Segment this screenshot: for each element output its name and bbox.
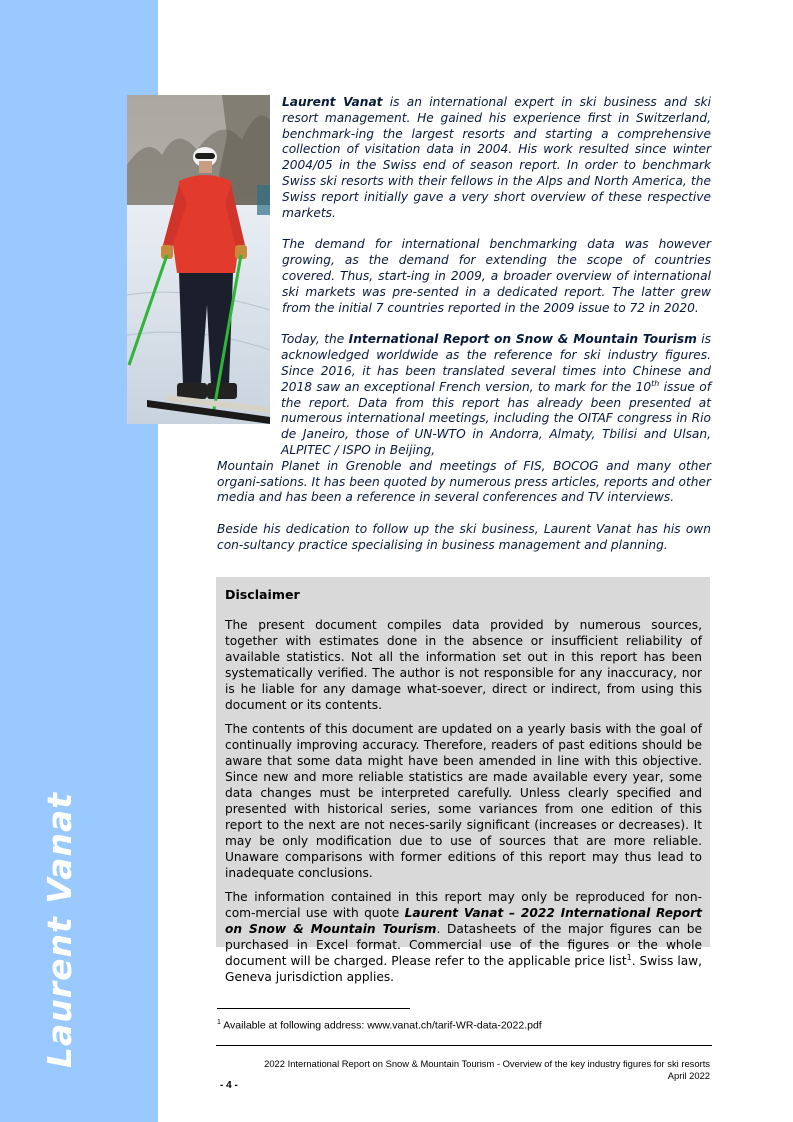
disclaimer-quote: Laurent Vanat – 2022 International Report on Snow & Mountain Tourism bbox=[225, 906, 702, 936]
bio-paragraph-4: Beside his dedication to follow up the ski business, Laurent Vanat has his own con-sultancy practice specialising in business management and planning. bbox=[217, 522, 711, 552]
bio-p3-sup: th bbox=[651, 378, 660, 388]
footer-date: April 2022 bbox=[667, 1070, 710, 1081]
bio-paragraph-3 bbox=[217, 332, 711, 506]
footer-divider bbox=[216, 1045, 712, 1046]
bio-author-name: Laurent Vanat bbox=[282, 95, 383, 109]
disclaimer-paragraph-2: The contents of this document are updated on a yearly basis with the goal of continually improving accuracy. Therefore, readers of past editions should be aware that some data might have been amended in line with this objective. Since new and more reliable statistics are made available every year, some data changes must be interpreted carefully. Unless clearly specified and presented with historical series, some variances from one edition of this report to the next are not neces-sarily significant (increases or decreases). It may be only modification due to use of sources that are more reliable. Unaware comparisons with former editions of this report may thus lead to inadequate conclusions. bbox=[225, 722, 702, 880]
footnote-divider bbox=[217, 1008, 410, 1009]
disclaimer-p3-c: . Swiss law, Geneva jurisdiction applies. bbox=[225, 954, 703, 984]
sidebar-author-name: Laurent Vanat bbox=[40, 792, 79, 1068]
disclaimer-box bbox=[216, 577, 710, 984]
bio-paragraph-2: The demand for international benchmarking data was however growing, as the demand for extending the scope of countries covered. Thus, start-ing in 2009, a broader overview of international ski markets was pre-sented in a dedicated report. The latter grew from the initial 7 countries reported in the 2009 issue to 72 in 2020. bbox=[282, 237, 711, 315]
bio-p3-b: is acknowledged worldwide as the reference for ski industry figures. Since 2016, it has been translated several times into Chinese and 2018 saw an exceptional French version, to mark for the 10 bbox=[281, 332, 711, 394]
footnote-ref: 1 bbox=[626, 952, 632, 962]
bio-paragraph-1 bbox=[217, 95, 711, 221]
footer-report-title: 2022 International Report on Snow & Mountain Tourism - Overview of the key industry figures for ski resorts bbox=[264, 1058, 710, 1069]
disclaimer-paragraph-1: The present document compiles data provided by numerous sources, together with estimates done in the absence or insufficient reliability of available statistics. Not all the information set out in this report has been systematically verified. The author is not responsible for any inaccuracy, nor is he liable for any damage what-soever, direct or indirect, from using this document or its contents. bbox=[225, 618, 702, 712]
footnote-text: Available at following address: www.vanat.ch/tarif-WR-data-2022.pdf bbox=[220, 1019, 542, 1032]
disclaimer-paragraph-3 bbox=[225, 889, 702, 985]
bio-p3-d: Mountain Planet in Grenoble and meetings of FIS, BOCOG and many other organi-sations. It has been quoted by numerous press articles, reports and other media and has been a reference in several conferences and TV interviews. bbox=[217, 458, 711, 505]
author-bio bbox=[217, 95, 711, 570]
footer-info bbox=[216, 1058, 710, 1082]
footnote bbox=[217, 1016, 711, 1033]
bio-p3-a: Today, the bbox=[281, 332, 349, 347]
bio-p3-c: issue of the report. Data from this report has already been presented at numerous international meetings, including the OITAF congress in Rio de Janeiro, those of UN-WTO in Andorra, Almaty, Tbilisi and Ulsan, ALPITEC / ISPO in Beijing, bbox=[281, 379, 711, 457]
disclaimer-p3-a: The information contained in this report may only be reproduced for non-com-mercial use with quote bbox=[225, 890, 702, 920]
bio-report-title: International Report on Snow & Mountain Tourism bbox=[348, 332, 697, 347]
footnote-marker: 1 bbox=[217, 1019, 221, 1026]
disclaimer-p3-b: . Datasheets of the major figures can be purchased in Excel format. Commercial use of the figures or the whole document will be charged. Please refer to the applicable price list bbox=[225, 922, 702, 968]
page-number: - 4 - bbox=[220, 1080, 238, 1091]
bio-p1-text: is an international expert in ski business and ski resort management. He gained his experience first in Switzerland, benchmark-ing the largest resorts and starting a comprehensive collection of visitation data in 2004. His work resulted since winter 2004/05 in the Swiss end of season report. In order to benchmark Swiss ski resorts with their fellows in the Alps and North America, the Swiss report initially gave a very short overview of these respective markets. bbox=[282, 95, 711, 220]
disclaimer-title: Disclaimer bbox=[225, 587, 300, 602]
